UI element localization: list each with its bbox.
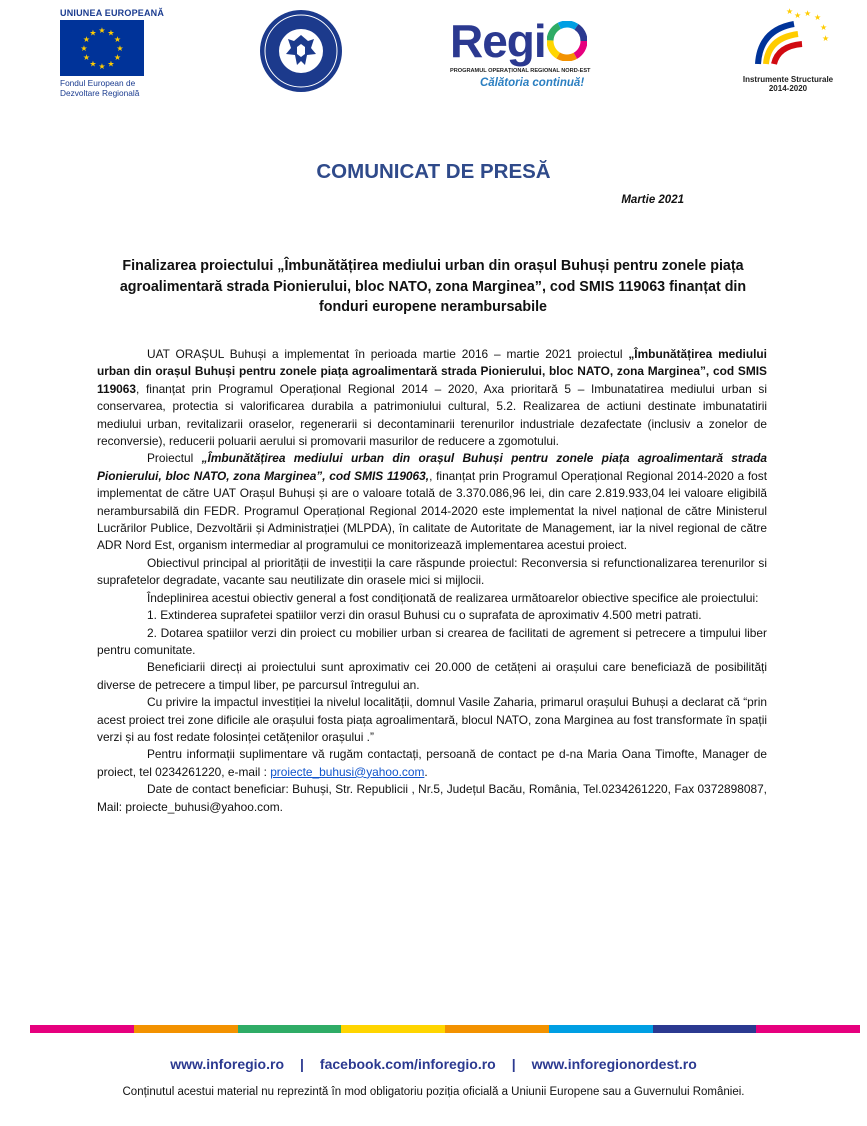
svg-text:★: ★ [786, 7, 794, 16]
stripe-segment [445, 1025, 549, 1033]
eu-flag-icon [60, 20, 144, 76]
p2-text-c: , finanțat prin Programul Operațional Regional 2014-2020 a fost implementat de către UAT Orașul Buhuși și are o valoare totală de 3.370.086,96 lei, din care 2.819.933,04 lei valoare eligibilă nerambursabilă din FEDR. Programul Operațional Regional 2014-2020 este implementat la nivel național de către Ministerul Lucrărilor Publice, Dezvoltării și Administrației (MLPDA), în calitate de Autoritate de Management, iar la nivel regional de către ADR Nord Est, organism intermediar al programului ce monitorizează implementarea acestui proiect. [97, 468, 768, 553]
p1-text-c: , finanțat prin Programul Operațional Regional 2014 – 2020, Axa prioritară 5 – Imbunatatirea mediului urban si conservarea, protectia si valorificarea durabila a patrimoniului cultural, 5.2. Realizarea de actiuni destinate imbunatatirii mediului urban, revitalizarii oraselor, regenerarii si decontaminarii terenurilor industriale dezafectate (inclusiv a zonelor de reconversie), reducerii poluarii aerului si promovarii masurilor de reducere a zgomotului. [97, 381, 767, 449]
footer-links [0, 1056, 867, 1072]
svg-text:★: ★ [82, 35, 91, 44]
svg-text:★: ★ [113, 53, 122, 62]
stripe-segment [30, 1025, 134, 1033]
stripe-segment [756, 1025, 860, 1033]
regio-color-wheel-icon [547, 21, 587, 61]
romanian-government-seal [258, 8, 344, 94]
press-release-body [97, 346, 767, 816]
paragraph-beneficiaries: Beneficiarii direcți ai proiectului sunt aproximativ cei 20.000 de cetățeni ai orașului care beneficiază de posibilități diverse de petrecere a timpul liber, pe parcursul întregului an. [97, 660, 767, 692]
svg-text:★: ★ [814, 13, 822, 22]
stripe-segment [653, 1025, 757, 1033]
paragraph-implementation [97, 346, 767, 450]
svg-text:★: ★ [98, 26, 106, 35]
press-release-title: COMUNICAT DE PRESĂ [316, 160, 551, 183]
government-seal-icon [258, 8, 344, 94]
regio-wordmark [450, 15, 632, 67]
instruments-line1: Instrumente Structurale [742, 75, 834, 84]
svg-text:★: ★ [89, 28, 97, 38]
stripe-segment [238, 1025, 342, 1033]
eu-caption: UNIUNEA EUROPEANĂ [60, 8, 165, 18]
svg-text:★: ★ [820, 23, 828, 32]
disclaimer: Conținutul acestui material nu reprezintă în mod obligatoriu poziția oficială a Uniunii Europene sau a Guvernului României. [122, 1086, 745, 1098]
instruments-caption [738, 75, 838, 93]
separator: | [300, 1056, 304, 1072]
regio-logo [450, 15, 632, 100]
p1-text-a: UAT ORAȘUL Buhuși a implementat în perioada martie 2016 – martie 2021 proiectul [147, 347, 629, 361]
paragraph-mayor-quote: Cu privire la impactul investiției la nivelul localității, domnul Vasile Zaharia, primarul orașului Buhuși a declarat că “prin acest proiect trei zone dificile ale orașului fosta piața agroalimentară, blocul NATO, zona Marginea au fost transformate în spații verzi și au fost redate folosinței cetățenilor orașului .” [97, 695, 767, 744]
list-item-objective-2: 2. Dotarea spatiilor verzi din proiect cu mobilier urban si crearea de facilitati de agrement si petrecere a timpului liber pentru comunitate. [97, 625, 767, 657]
release-date: Martie 2021 [621, 194, 684, 206]
paragraph-specific-objectives: Îndeplinirea acestui obiectiv general a fost condiționată de realizarea următoarelor obiective specifice ale proiectului: [147, 590, 759, 605]
paragraph-contact [97, 746, 767, 781]
link-inforegionordest[interactable]: www.inforegionordest.ro [531, 1056, 697, 1072]
footer-color-stripe [30, 1025, 860, 1033]
p9-text-a: Pentru informații suplimentare vă rugăm contactați, persoană de contact pe d-na Maria Oana Timofte, Manager de proiect, tel 0234261220, e-mail : [97, 747, 767, 779]
svg-text:★: ★ [82, 53, 91, 62]
regio-tagline: Călătoria continuă! [480, 77, 585, 89]
stripe-segment [549, 1025, 653, 1033]
stripe-segment [341, 1025, 445, 1033]
instruments-line2: 2014-2020 [768, 84, 808, 93]
paragraph-financing [97, 450, 767, 554]
svg-text:★: ★ [794, 11, 802, 20]
p9-text-c: . [424, 764, 428, 779]
svg-text:★: ★ [107, 28, 115, 38]
link-facebook[interactable]: facebook.com/inforegio.ro [319, 1056, 496, 1072]
svg-text:★: ★ [107, 59, 115, 69]
svg-text:★: ★ [80, 44, 88, 53]
p2-text-a: Proiectul [147, 451, 202, 466]
eu-fund-line2: Dezvoltare Regională [60, 88, 140, 98]
p1-project-name: „Îmbunătățirea mediului urban din orașul Buhuși pentru zonele piața agroalimentară strada Pionierului, bloc NATO, zona Marginea”, cod SMIS 119063 [97, 347, 767, 396]
stripe-segment [134, 1025, 238, 1033]
svg-text:★: ★ [804, 9, 812, 18]
svg-text:★: ★ [116, 44, 124, 53]
eu-logo [60, 8, 165, 104]
headline: Finalizarea proiectului „Îmbunătățirea mediului urban din orașul Buhuși pentru zonele piața agroalimentară strada Pionierului, bloc NATO, zona Marginea”, cod SMIS 119063 finanțat din fonduri europene nerambursabile [119, 258, 747, 315]
list-item-objective-1: 1. Extinderea suprafetei spatiilor verzi din orasul Buhusi cu o suprafata de aproximativ 4.500 metri patrati. [147, 608, 702, 623]
contact-email-link[interactable]: proiecte_buhusi@yahoo.com [270, 764, 425, 779]
link-inforegio[interactable]: www.inforegio.ro [170, 1056, 284, 1072]
separator: | [511, 1056, 516, 1072]
structural-instruments-icon [738, 6, 838, 70]
paragraph-objective: Obiectivul principal al priorității de investiții la care răspunde proiectul: Reconversia si refunctionalizarea terenurilor si suprafetelor degradate, vacante sau neutilizate din orasele mici si mijlocii. [97, 555, 767, 588]
instruments-logo [738, 6, 838, 102]
paragraph-beneficiary-contact: Date de contact beneficiar: Buhuși, Str. Republicii , Nr.5, Județul Bacău, România, Tel.0234261220, Fax 0372898087, Mail: proiecte_buhusi@yahoo.com. [97, 782, 767, 814]
svg-text:★: ★ [98, 62, 106, 71]
regio-program: PROGRAMUL OPERAȚIONAL REGIONAL NORD-EST [450, 68, 591, 74]
eu-stars-icon [60, 20, 144, 76]
p2-project-name: „Îmbunătățirea mediului urban din orașul Buhuși pentru zonele piața agroalimentară strada Pionierului, bloc NATO, zona Marginea”, cod SMIS 119063, [97, 451, 767, 483]
svg-text:★: ★ [113, 35, 122, 44]
svg-text:★: ★ [822, 34, 830, 43]
eu-fund-name [60, 78, 152, 98]
regio-word: Regi [450, 15, 546, 67]
svg-text:★: ★ [89, 59, 97, 69]
eu-fund-line1: Fondul European de [60, 78, 136, 88]
